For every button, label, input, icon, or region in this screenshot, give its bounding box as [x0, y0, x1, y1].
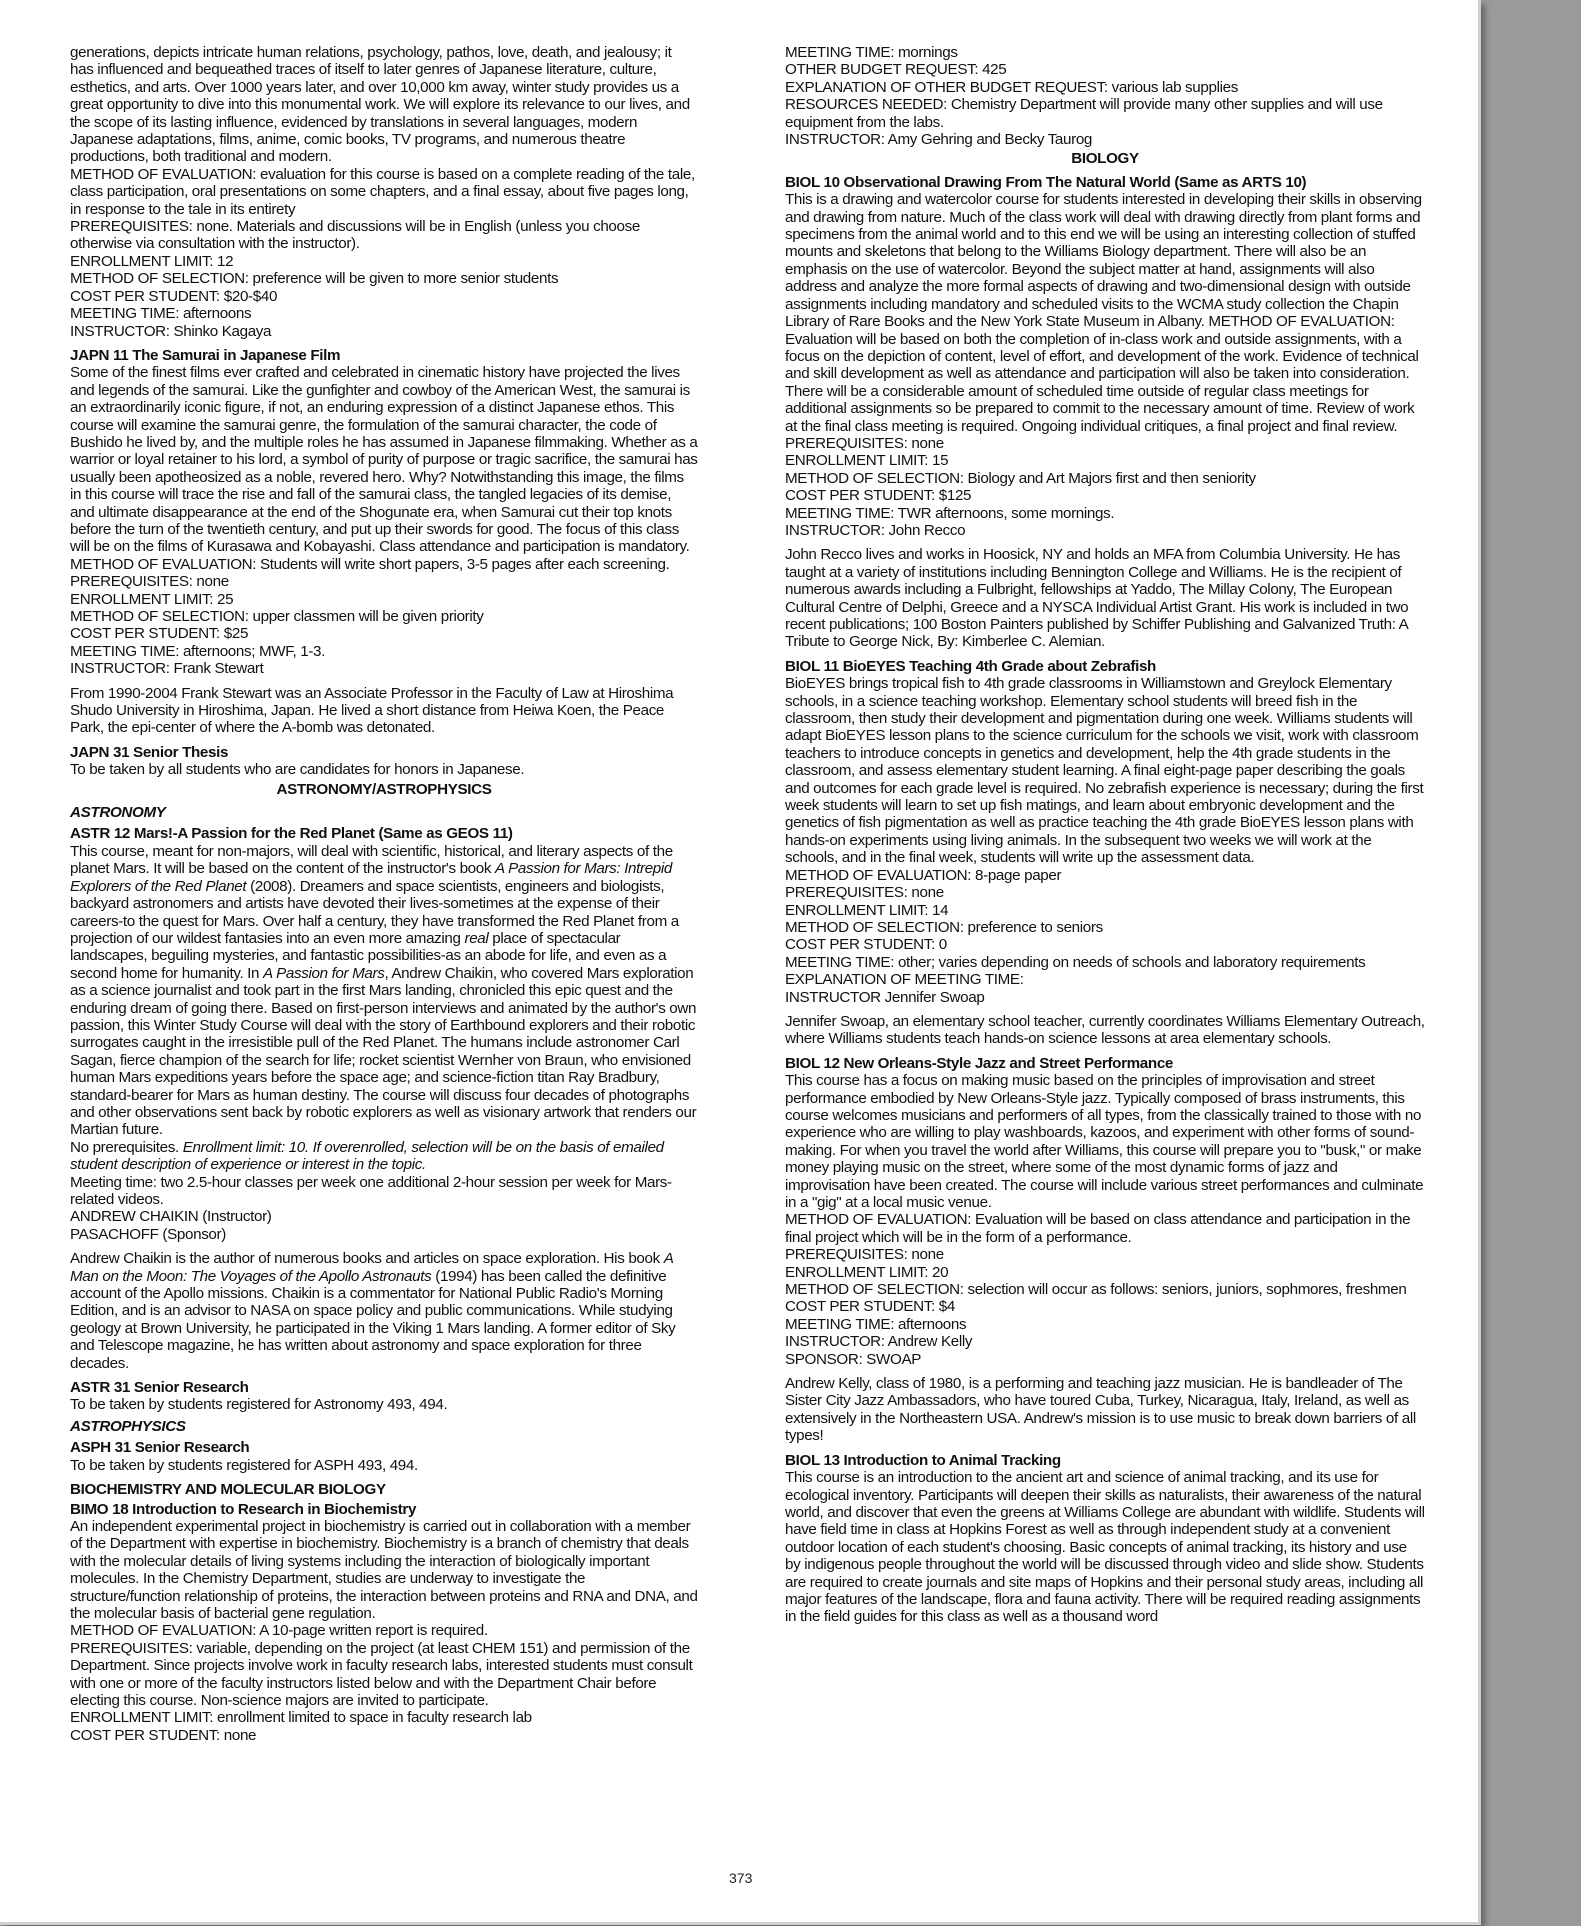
- japn10-enrollment: ENROLLMENT LIMIT: 12: [70, 252, 234, 270]
- biochemistry-section-heading: BIOCHEMISTRY AND MOLECULAR BIOLOGY: [70, 1481, 386, 1499]
- astrophysics-subheading: ASTROPHYSICS: [70, 1417, 186, 1435]
- page-number: 373: [729, 1870, 753, 1886]
- japn10-cost: COST PER STUDENT: $20-$40: [70, 287, 278, 305]
- biol10-enrollment: ENROLLMENT LIMIT: 15: [785, 452, 949, 470]
- japn11-meeting-time: MEETING TIME: afternoons; MWF, 1-3.: [70, 642, 325, 660]
- bimo18-other-budget: OTHER BUDGET REQUEST: 425: [785, 61, 1007, 79]
- biol12-meeting-time: MEETING TIME: afternoons: [785, 1315, 967, 1333]
- bimo18-course: [70, 1481, 698, 1744]
- biol10-cost: COST PER STUDENT: $125: [785, 487, 972, 505]
- japn10-instructor: INSTRUCTOR: Shinko Kagaya: [70, 322, 272, 340]
- japn11-cost: COST PER STUDENT: $25: [70, 625, 249, 643]
- bimo18-continued: [785, 44, 1425, 539]
- japn11-title: JAPN 11 The Samurai in Japanese Film: [70, 346, 341, 364]
- bimo18-enrollment: ENROLLMENT LIMIT: enrollment limited to space in faculty research lab: [70, 1709, 532, 1727]
- biol10-instructor-bio: John Recco lives and works in Hoosick, NY and holds an MFA from Columbia University. He has taught at a variety of institutions including Bennington College and Williams. He is the recipient of numerous awards including a Fulbright, fellowships at Yaddo, The Millay Colony, The European Cultural Centre of Delphi, Greece and a NYSCA Individual Artist Grant. His work is included in two recent publications; 100 Boston Painters published by Schiffer Publishing and Galvanized Truth: A Tribute to George Nick, By: Kimberlee C. Alemian.: [785, 546, 1409, 651]
- biol12-prerequisites: PREREQUISITES: none: [785, 1246, 944, 1264]
- biol11-course: [785, 658, 1425, 1006]
- japn10-continued: [70, 44, 698, 340]
- japn10-description: generations, depicts intricate human relations, psychology, pathos, love, death, and jealousy; it has influenced and bequeathed traces of itself to later genres of Japanese literature, culture, esthetics, and arts. Over 1000 years later, and over 10,000 km away, winter study provides us a great opportunity to dive into this monumental work. We will explore its relevance to our lives, and the scope of its lasting influence, evidenced by translations in several languages, modern Japanese adaptations, films, anime, comic books, TV programs, and numerous theatre productions, both traditional and modern.: [70, 44, 690, 166]
- biol13-title: BIOL 13 Introduction to Animal Tracking: [785, 1451, 1061, 1469]
- biol12-selection: METHOD OF SELECTION: selection will occur as follows: seniors, juniors, sophmores, freshmen: [785, 1281, 1407, 1299]
- bimo18-evaluation: METHOD OF EVALUATION: A 10-page written report is required.: [70, 1622, 488, 1640]
- astronomy-section-heading: ASTRONOMY/ASTROPHYSICS: [276, 780, 492, 798]
- japn11-description: Some of the finest films ever crafted and celebrated in cinematic history have projected the lives and legends of the samurai. Like the gunfighter and cowboy of the American West, the samurai is an extraordinarily iconic figure, if not, an enduring expression of a distinct Japanese ethos. This course will examine the samurai genre, the formulation of the samurai character, the code of Bushido he lived by, and the multiple roles he has assumed in Japanese filmmaking. Whether as a warrior or loyal retainer to his lord, a symbol of purity of purpose or tragic sacrifice, the samurai has usually been apotheosized as a noble, revered hero. Why? Notwithstanding this image, the films in this course will trace the rise and fall of the samurai class, the tangled legacies of its demise, and ultimate disappearance at the end of the Shogunate era, when Samurai cut their top knots before the turn of the twentieth century, and put up their swords for good. The focus of this class will be on the films of Kurasawa and Kobayashi. Class attendance and participation is mandatory. METHOD OF EVALUATION: Students will write short papers, 3-5 pages after each screening.: [70, 364, 698, 573]
- astr12-meeting-time: Meeting time: two 2.5-hour classes per week one additional 2-hour session per week for Mars-related videos.: [70, 1173, 672, 1208]
- biol11-meeting-explanation: EXPLANATION OF MEETING TIME:: [785, 971, 1024, 989]
- japn10-selection: METHOD OF SELECTION: preference will be given to more senior students: [70, 270, 559, 288]
- biol11-enrollment: ENROLLMENT LIMIT: 14: [785, 901, 949, 919]
- astronomy-subheading: ASTRONOMY: [70, 804, 166, 822]
- biol11-prerequisites: PREREQUISITES: none: [785, 884, 944, 902]
- bimo18-description: An independent experimental project in biochemistry is carried out in collaboration with a member of the Department with expertise in biochemistry. Biochemistry is a branch of chemistry that deals with the molecular details of living systems including the interaction of biologically important molecules. In the Chemistry Department, studies are underway to investigate the structure/function relationship of proteins, the interaction between proteins and RNA and DNA, and the molecular basis of bacterial gene regulation.: [70, 1517, 698, 1622]
- biol12-evaluation: METHOD OF EVALUATION: Evaluation will be based on class attendance and participation in the final project which will be in the form of a performance.: [785, 1211, 1411, 1246]
- japn10-prerequisites: PREREQUISITES: none. Materials and discussions will be in English (unless you choose otherwise via consultation with the instructor).: [70, 218, 640, 253]
- biol10-meeting-time: MEETING TIME: TWR afternoons, some mornings.: [785, 504, 1115, 522]
- bimo18-cost: COST PER STUDENT: none: [70, 1726, 257, 1744]
- biol11-instructor-bio: Jennifer Swoap, an elementary school teacher, currently coordinates Williams Elementary Outreach, where Williams students teach hands-on science lessons at area elementary schools.: [785, 1012, 1425, 1048]
- asph31-title: ASPH 31 Senior Research: [70, 1439, 250, 1457]
- biol10-description: This is a drawing and watercolor course for students interested in developing their skills in observing and drawing from nature. Much of the class work will deal with drawing directly from plant forms and specimens from the animal world and to this end we will be using an interesting collection of stuffed mounts and skeletons that belong to the Williams Biology department. There will also be an emphasis on the use of watercolor. Beyond the subject matter at hand, assignments will also address and analyze the more formal aspects of drawing and two-dimensional design with outside assignments including mandatory and scheduled visits to the WCMA study collection the Chapin Library of Rare Books and the New York State Museum in Albany. METHOD OF EVALUATION: Evaluation will be based on both the completion of in-class work and outside assignments, with a focus on the depiction of content, level of effort, and development of the work. Evidence of technical and skill development as well as attendance and participation will also be taken into consideration. There will be a considerable amount of scheduled time outside of regular class meetings for additional assignments so be prepared to commit to the necessary amount of time. Review of work at the final class meeting is required. Ongoing individual critiques, a final project and final review.: [785, 191, 1422, 435]
- astr31-course: [70, 1379, 698, 1474]
- japn31-title: JAPN 31 Senior Thesis: [70, 743, 229, 761]
- bimo18-meeting-time: MEETING TIME: mornings: [785, 44, 958, 61]
- biol11-instructor: INSTRUCTOR Jennifer Swoap: [785, 988, 985, 1006]
- biol10-instructor: INSTRUCTOR: John Recco: [785, 521, 966, 539]
- japn11-prerequisites: PREREQUISITES: none: [70, 573, 229, 591]
- biol12-enrollment: ENROLLMENT LIMIT: 20: [785, 1263, 949, 1281]
- left-column: [70, 44, 698, 1751]
- biol12-instructor-bio: Andrew Kelly, class of 1980, is a performing and teaching jazz musician. He is bandleader of The Sister City Jazz Ambassadors, who have toured Cuba, Turkey, Nicaragua, Italy, Ireland, as well as extensively in the Northeastern USA. Andrew's mission is to use music to break down barriers of all types!: [785, 1375, 1416, 1445]
- biol11-meeting-time: MEETING TIME: other; varies depending on needs of schools and laboratory requirements: [785, 953, 1366, 971]
- biol10-title: BIOL 10 Observational Drawing From The Natural World (Same as ARTS 10): [785, 173, 1307, 191]
- astr12-sponsor: PASACHOFF (Sponsor): [70, 1225, 226, 1243]
- astr12-enrollment: No prerequisites. Enrollment limit: 10. If overenrolled, selection will be on the basis of emailed student description of experience or interest in the topic.: [70, 1138, 664, 1174]
- asph31-description: To be taken by students registered for ASPH 493, 494.: [70, 1456, 418, 1474]
- biol11-cost: COST PER STUDENT: 0: [785, 936, 947, 954]
- bimo18-budget-explanation: EXPLANATION OF OTHER BUDGET REQUEST: various lab supplies: [785, 78, 1238, 96]
- japn11-course: [70, 347, 698, 678]
- astr12-instructor: ANDREW CHAIKIN (Instructor): [70, 1208, 272, 1226]
- biol11-description: BioEYES brings tropical fish to 4th grade classrooms in Williamstown and Greylock Elementary schools, in a science teaching workshop. Elementary school students will breed fish in the classroom, then study their development and pigmentation during one week. Williams students will adapt BioEYES lesson plans to the science curriculum for the schools we visit, work with classroom teachers to introduce concepts in genetics and development, help the 4th grade students in the classroom, and assess elementary student learning. A final eight-page paper describing the goals and outcomes for each grade level is required. No zebrafish experience is necessary; during the first week students will learn to set up fish matings, and learn about embryonic development and the genetics of fish pigmentation as well as practice teaching the 4th grade BioEYES lesson plans with hands-on experiments using living animals. In the subsequent two weeks we will work at the schools, and in the final week, students will write up the assessment data.: [785, 675, 1424, 867]
- biol11-selection: METHOD OF SELECTION: preference to seniors: [785, 918, 1103, 936]
- biol12-sponsor: SPONSOR: SWOAP: [785, 1350, 922, 1368]
- biol11-evaluation: METHOD OF EVALUATION: 8-page paper: [785, 866, 1062, 884]
- bimo18-title: BIMO 18 Introduction to Research in Biochemistry: [70, 1500, 417, 1518]
- biol12-description: This course has a focus on making music based on the principles of improvisation and street performance embodied by New Orleans-Style jazz. Typically composed of brass instruments, this course welcomes musicians and performers of all types, from the classically trained to those with no experience who are willing to play washboards, kazoos, and experiment with other forms of sound-making. For when you travel the world after Williams, this course will prepare you to "busk," or make money playing music on the street, where some of the most dynamic forms of jazz and improvisation have been created. The course will include various street performances and culminate in a "gig" at a local music venue.: [785, 1072, 1424, 1211]
- astr12-title: ASTR 12 Mars!-A Passion for the Red Planet (Same as GEOS 11): [70, 825, 513, 843]
- astr31-title: ASTR 31 Senior Research: [70, 1379, 249, 1397]
- biol11-title: BIOL 11 BioEYES Teaching 4th Grade about Zebrafish: [785, 657, 1156, 675]
- japn10-meeting-time: MEETING TIME: afternoons: [70, 305, 252, 323]
- biology-section-heading: BIOLOGY: [1071, 150, 1139, 168]
- biol12-course: [785, 1055, 1425, 1368]
- japn31-course: [70, 744, 698, 1243]
- japn11-instructor-bio: From 1990-2004 Frank Stewart was an Associate Professor in the Faculty of Law at Hiroshima Shudo University in Hiroshima, Japan. He lived a short distance from Heiwa Koen, the Peace Park, the epi-center of where the A-bomb was detonated.: [70, 684, 674, 737]
- japn11-instructor: INSTRUCTOR: Frank Stewart: [70, 660, 264, 678]
- right-column: [785, 44, 1425, 1633]
- bimo18-resources: RESOURCES NEEDED: Chemistry Department will provide many other supplies and will use equipment from the labs.: [785, 96, 1383, 131]
- biol10-prerequisites: PREREQUISITES: none: [785, 434, 944, 452]
- biol10-selection: METHOD OF SELECTION: Biology and Art Majors first and then seniority: [785, 469, 1256, 487]
- japn11-selection: METHOD OF SELECTION: upper classmen will be given priority: [70, 608, 484, 625]
- biol12-instructor: INSTRUCTOR: Andrew Kelly: [785, 1333, 973, 1351]
- japn31-description: To be taken by all students who are candidates for honors in Japanese.: [70, 761, 525, 779]
- astr31-description: To be taken by students registered for Astronomy 493, 494.: [70, 1396, 448, 1414]
- japn11-enrollment: ENROLLMENT LIMIT: 25: [70, 590, 234, 608]
- bimo18-instructor: INSTRUCTOR: Amy Gehring and Becky Taurog: [785, 131, 1093, 149]
- astr12-instructor-bio: Andrew Chaikin is the author of numerous books and articles on space exploration. His book A Man on the Moon: The Voyages of the Apollo Astronauts (1994) has been called the definitive account of the Apollo missions. Chaikin is a commentator for National Public Radio's Morning Edition, and is an advisor to NASA on space policy and public communications. While studying geology at Brown University, he participated in the Viking 1 Mars landing. A former editor of Sky and Telescope magazine, he has written about astronomy and space exploration for three decades.: [70, 1250, 676, 1372]
- japn10-evaluation: METHOD OF EVALUATION: evaluation for this course is based on a complete reading of the tale, class participation, oral presentations on some chapters, and a final essay, about five pages long, in response to the tale in its entirety: [70, 165, 695, 218]
- biol13-description: This course is an introduction to the ancient art and science of animal tracking, and its use for ecological inventory. Participants will deepen their skills as naturalists, their awareness of the natural world, and discover that even the greens at Williams College are abundant with wildlife. Students will have field time in class at Hopkins Forest as well as through independent study at a convenient outdoor location of each student's choosing. Basic concepts of animal tracking, its history and use by indigenous people throughout the world will be discussed through video and slide show. Students are required to create journals and site maps of Hopkins and their personal study areas, including all major features of the landscape, flora and fauna activity. There will be required reading assignments in the field guides for this class as well as a thousand word: [785, 1469, 1425, 1626]
- biol12-cost: COST PER STUDENT: $4: [785, 1298, 955, 1316]
- bimo18-prerequisites: PREREQUISITES: variable, depending on the project (at least CHEM 151) and permission of the Department. Since projects involve work in faculty research labs, interested students must consult with one or more of the faculty instructors listed below and with the Department Chair before electing this course. Non-science majors are invited to participate.: [70, 1639, 693, 1709]
- astr12-description: This course, meant for non-majors, will deal with scientific, historical, and literary aspects of the planet Mars. It will be based on the content of the instructor's book A Passion for Mars: Intrepid Explorers of the Red Planet (2008). Dreamers and space scientists, engineers and biologists, backyard astronomers and artists have devoted their lives-sometimes at the expense of their careers-to the quest for Mars. Over half a century, they have transformed the Red Planet from a projection of our wildest fantasies into an even more amazing real place of spectacular landscapes, beguiling mysteries, and fantastic possibilities-as an abode for life, and even as a second home for humanity. In A Passion for Mars, Andrew Chaikin, who covered Mars exploration as a science journalist and took part in the first Mars landing, chronicled this epic quest and the enduring dream of going there. Based on first-person interviews and animated by the author's own passion, this Winter Study Course will deal with the story of Earthbound explorers and their robotic surrogates caught in the irresistible pull of the Red Planet. The humans include astronomer Carl Sagan, fierce champion of the search for life; rocket scientist Wernher von Braun, who envisioned human Mars expeditions years before the space age; and science-fiction titan Ray Bradbury, standard-bearer for Mars as human destiny. The course will discuss four decades of photographs and other observations sent back by robotic explorers as well as visionary artwork that renders our Martian future.: [70, 842, 697, 1139]
- biol12-title: BIOL 12 New Orleans-Style Jazz and Street Performance: [785, 1054, 1174, 1072]
- biol13-course: [785, 1452, 1425, 1626]
